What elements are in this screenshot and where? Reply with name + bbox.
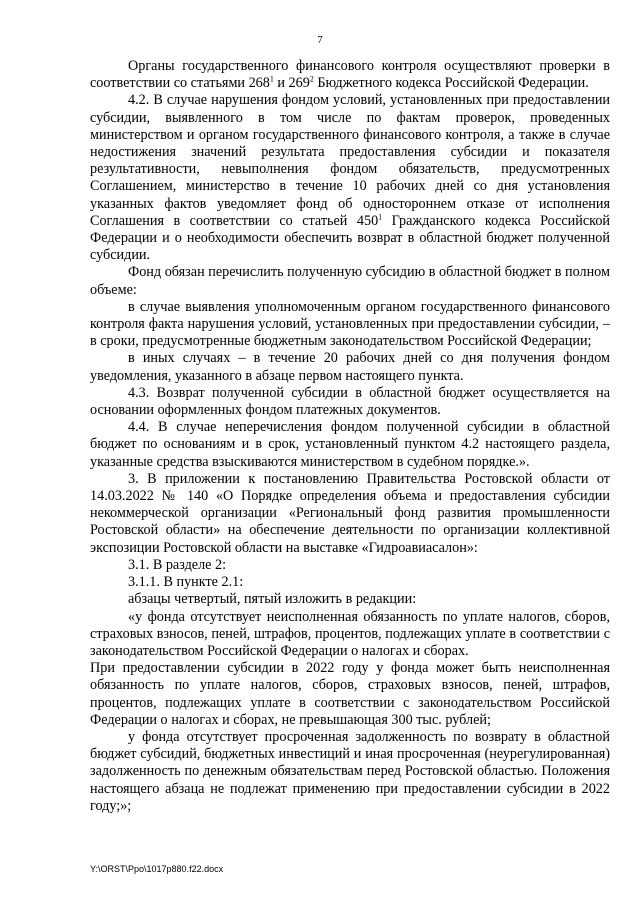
paragraph-debt: у фонда отсутствует просроченная задолженность по возврату в областной бюджет субсидий, бюджетных инвестиций и иная просроченная (неурегулированная) задолженность по денежным обязательствам перед Ростовской областью. Положения настоящего абзаца не подлежат применению при предоставлении субсидии в 2022 году;»; [90,728,610,814]
paragraph-case-violation: в случае выявления уполномоченным органом государственного финансового контроля факта нарушения условий, установленных при предоставлении субсидии, – в сроки, предусмотренные бюджетным законодательством Российской Федерации; [90,298,610,350]
paragraph-3: 3. В приложении к постановлению Правительства Ростовской области от 14.03.2022 № 140 «О Порядке определения объема и предоставления субсидии некоммерческой организации «Региональный фонд развития промышленности Ростовской области» на обеспечение деятельности по организации коллективной экспозиции Ростовской области на выставке «Гидроавиасалон»: [90,470,610,556]
file-path-footer: Y:\ORST\Ppo\1017p880.f22.docx [90,864,224,874]
p1-text-b: и 269 [273,75,310,92]
paragraph-3-1-1: 3.1.1. В пункте 2.1: [128,574,244,591]
p1-superscript-1: 1 [269,74,274,84]
paragraph-4-3: 4.3. Возврат полученной субсидии в областной бюджет осуществляется на основании оформленных фондом платежных документов. [90,384,610,419]
p1-superscript-2: 2 [309,74,314,84]
paragraph-other-cases: в иных случаях – в течение 20 рабочих дней со дня получения фондом уведомления, указанного в абзаце первом настоящего пункта. [90,350,610,384]
paragraph-3-1: 3.1. В разделе 2: [128,556,227,573]
paragraph-4-4: 4.4. В случае неперечисления фондом полученной субсидии в областной бюджет по основаниям и в срок, установленный пунктом 4.2 настоящего раздела, указанные средства взыскиваются министерством в судебном порядке.». [90,419,610,470]
paragraph-control-bodies [90,58,610,92]
paragraph-2022-taxes: При предоставлении субсидии в 2022 году у фонда может быть неисполненная обязанность по уплате налогов, сборов, страховых взносов, пеней, штрафов, процентов, подлежащих уплате в соответствии с законодательством Российской Федерации о налогах и сборах, не превышающая 300 тыс. рублей; [90,660,610,728]
page-number: 7 [317,34,323,46]
p1-text-c: Бюджетного кодекса Российской Федерации. [313,75,589,92]
p2-superscript: 1 [378,212,383,222]
p1-text-a: Органы государственного финансового контроля осуществляют проверки в соответствии со статьями 268 [90,58,610,92]
p2-text-a: 4.2. В случае нарушения фондом условий, установленных при предоставлении субсидии, выявленного в том числе по фактам проверок, проведенных министерством и органом государственного финансового контроля, а также в случае недостижения значений результата предоставления субсидии и показателя результативности, невыполнения фондом обязательств, предусмотренных Соглашением, министерство в течение 10 рабочих дней со дня установления указанных фактов уведомляет фонд об одностороннем отказе от исполнения Соглашения в соответствии со статьей 450 [90,92,610,229]
document-body [90,58,610,815]
paragraph-fund-obliged: Фонд обязан перечислить полученную субсидию в областной бюджет в полном объеме: [90,264,610,298]
paragraph-quote-taxes: «у фонда отсутствует неисполненная обязанность по уплате налогов, сборов, страховых взносов, пеней, штрафов, процентов, подлежащих уплате в соответствии с законодательством Российской Федерации о налогах и сборах. [90,608,610,659]
paragraph-abzacy: абзацы четвертый, пятый изложить в редакции: [128,591,417,608]
p2-text-b: Гражданского кодекса Российской Федерации и о необходимости обеспечить возврат в областной бюджет полученной субсидии. [90,212,610,264]
paragraph-4-2 [90,92,610,264]
